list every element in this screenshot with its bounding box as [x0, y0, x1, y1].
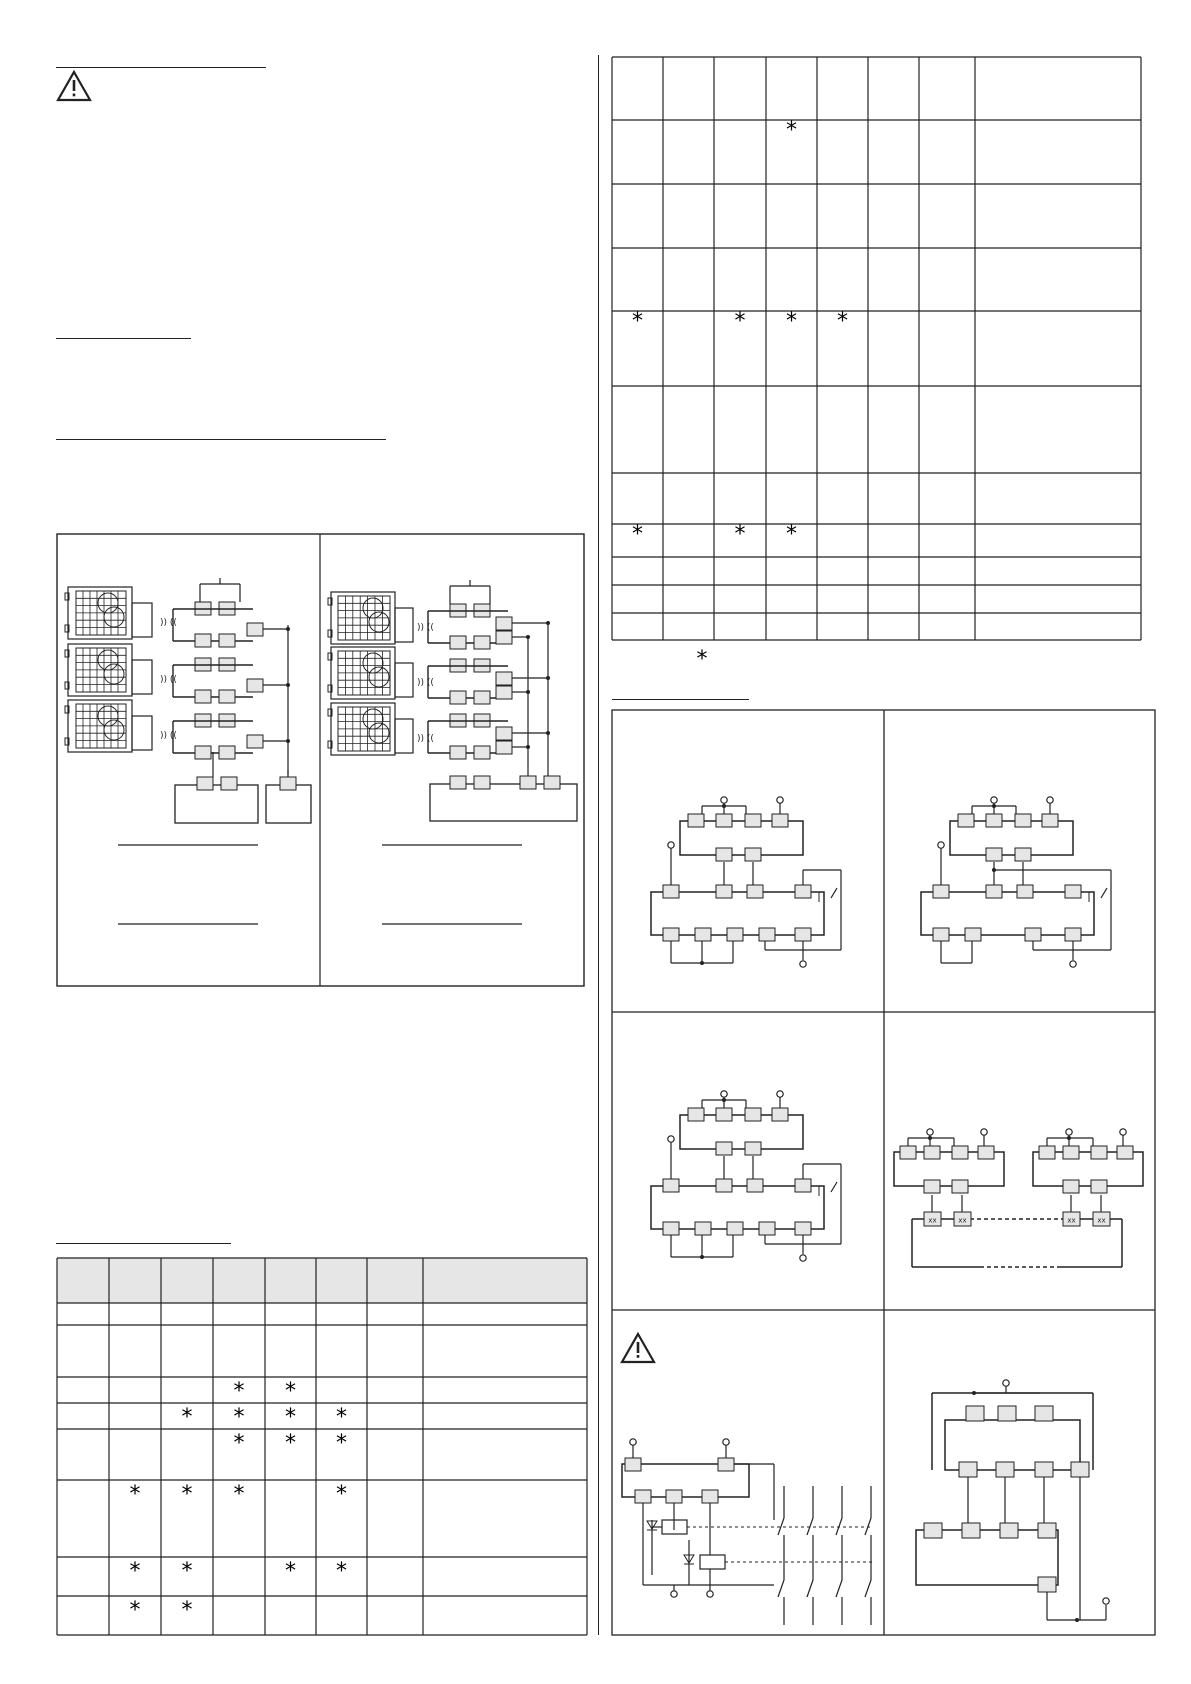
- terminal-box: [924, 1180, 940, 1193]
- star-mark: *: [285, 1431, 296, 1456]
- svg-text:)) ((: )) ((: [160, 675, 177, 685]
- star-mark: *: [285, 1559, 296, 1584]
- star-mark: *: [129, 1559, 141, 1584]
- terminal-box: [986, 848, 1002, 861]
- terminal-box: [998, 1406, 1016, 1421]
- star-mark: *: [285, 1405, 296, 1430]
- terminal-ring: [1120, 1129, 1126, 1135]
- star-mark: *: [734, 522, 746, 547]
- star-mark: *: [285, 1379, 296, 1404]
- terminal-box: [716, 1108, 732, 1121]
- star-mark: *: [181, 1598, 193, 1623]
- terminal-box: [727, 928, 743, 941]
- star-mark: *: [233, 1405, 245, 1430]
- terminal-box: [772, 1108, 788, 1121]
- terminal-box: [695, 928, 711, 941]
- star-mark: *: [233, 1431, 245, 1456]
- terminal-box: [1063, 1180, 1079, 1193]
- star-mark: *: [181, 1482, 193, 1507]
- terminal-box: [727, 1222, 743, 1235]
- terminal-box: [759, 928, 775, 941]
- terminal-box: [1035, 1406, 1053, 1421]
- terminal-box: [745, 1142, 761, 1155]
- xx-label: xx: [1067, 1216, 1076, 1225]
- terminal-box: [666, 1490, 682, 1503]
- terminal-box: [1117, 1146, 1133, 1159]
- legend-star: *: [696, 647, 708, 672]
- terminal-box: [716, 1142, 732, 1155]
- star-mark: *: [632, 522, 643, 547]
- terminal-box: [933, 928, 949, 941]
- terminal-box: [1042, 814, 1058, 827]
- terminal-ring: [1103, 1598, 1109, 1604]
- svg-text:)) ((: )) ((: [160, 731, 177, 741]
- xx-label: xx: [1097, 1216, 1106, 1225]
- star-mark: *: [336, 1431, 347, 1456]
- terminal-ring: [981, 1129, 987, 1135]
- xx-label: xx: [958, 1216, 967, 1225]
- terminal-box: [745, 814, 761, 827]
- terminal-ring: [800, 1255, 806, 1261]
- terminal-box: [695, 1222, 711, 1235]
- terminal-box: [924, 1523, 942, 1538]
- terminal-box: [625, 1458, 641, 1471]
- terminal-box: [959, 1462, 977, 1477]
- terminal-box: [1015, 848, 1031, 861]
- star-mark: *: [786, 522, 797, 547]
- wiring-diagram-a: [651, 797, 841, 967]
- wiring-diagram-a: [651, 1091, 841, 1261]
- wiring-diagram-cascade: [894, 1129, 1143, 1267]
- terminal-box: [958, 814, 974, 827]
- terminal-ring: [1047, 797, 1053, 803]
- terminal-box: [663, 885, 679, 898]
- terminal-box: [772, 814, 788, 827]
- terminal-ring: [723, 1439, 729, 1445]
- terminal-box: [1039, 1146, 1055, 1159]
- terminal-box: [716, 814, 732, 827]
- svg-text:)) ((: )) ((: [417, 734, 434, 744]
- star-mark: *: [786, 309, 797, 334]
- terminal-box: [663, 928, 679, 941]
- star-mark: *: [336, 1559, 347, 1584]
- terminal-ring: [1003, 1380, 1009, 1386]
- terminal-box: [1091, 1180, 1107, 1193]
- terminal-box: [1025, 928, 1041, 941]
- terminal-box: [966, 1406, 984, 1421]
- terminal-box: [759, 1222, 775, 1235]
- terminal-box: [688, 814, 704, 827]
- terminal-box: [663, 1179, 679, 1192]
- wiring-diagram-final: [916, 1380, 1109, 1622]
- star-mark: *: [233, 1379, 245, 1404]
- terminal-box: [688, 1108, 704, 1121]
- svg-text:)) ((: )) ((: [160, 618, 177, 628]
- star-mark: *: [734, 309, 746, 334]
- terminal-box: [1015, 814, 1031, 827]
- terminal-box: [716, 885, 732, 898]
- terminal-ring: [630, 1439, 636, 1445]
- svg-text:)) ((: )) ((: [417, 623, 434, 633]
- terminal-box: [1000, 1523, 1018, 1538]
- terminal-box: [924, 1146, 940, 1159]
- terminal-ring: [800, 961, 806, 967]
- terminal-box: [718, 1458, 734, 1471]
- terminal-box: [663, 1222, 679, 1235]
- terminal-box: [1071, 1462, 1089, 1477]
- terminal-ring: [991, 797, 997, 803]
- terminal-box: [965, 928, 981, 941]
- terminal-box: [962, 1523, 980, 1538]
- terminal-box: [795, 1222, 811, 1235]
- terminal-box: [1065, 885, 1081, 898]
- terminal-ring: [1070, 961, 1076, 967]
- terminal-box: [745, 848, 761, 861]
- terminal-box: [978, 1146, 994, 1159]
- terminal-ring: [721, 797, 727, 803]
- terminal-box: [795, 928, 811, 941]
- terminal-box: [952, 1180, 968, 1193]
- star-mark: *: [336, 1405, 347, 1430]
- terminal-box: [1038, 1523, 1056, 1538]
- terminal-box: [745, 1108, 761, 1121]
- terminal-ring: [668, 842, 674, 848]
- wiring-diagram-relay: [622, 1439, 872, 1625]
- terminal-ring: [671, 1591, 677, 1597]
- terminal-ring: [777, 1091, 783, 1097]
- warning-icon-wiring: [622, 1334, 654, 1362]
- star-mark: *: [181, 1405, 193, 1430]
- terminal-box: [933, 885, 949, 898]
- terminal-ring: [668, 1136, 674, 1142]
- star-mark: *: [181, 1559, 193, 1584]
- terminal-box: [1038, 1577, 1056, 1592]
- terminal-box: [716, 848, 732, 861]
- terminal-box: [1065, 928, 1081, 941]
- terminal-box: [952, 1146, 968, 1159]
- star-mark: *: [632, 309, 643, 334]
- terminal-box: [747, 885, 763, 898]
- terminal-box: [716, 1179, 732, 1192]
- terminal-box: [996, 1462, 1014, 1477]
- terminal-box: [635, 1490, 651, 1503]
- terminal-ring: [927, 1129, 933, 1135]
- terminal-ring: [777, 797, 783, 803]
- wiring-diagram-b: [921, 797, 1111, 967]
- xx-label: xx: [928, 1216, 937, 1225]
- terminal-ring: [1066, 1129, 1072, 1135]
- terminal-box: [702, 1490, 718, 1503]
- terminal-box: [1017, 885, 1033, 898]
- terminal-box: [795, 885, 811, 898]
- terminal-ring: [938, 842, 944, 848]
- star-mark: *: [837, 309, 848, 334]
- svg-text:)) ((: )) ((: [417, 678, 434, 688]
- terminal-box: [747, 1179, 763, 1192]
- terminal-box: [986, 885, 1002, 898]
- star-mark: *: [129, 1482, 141, 1507]
- terminal-box: [795, 1179, 811, 1192]
- star-mark: *: [129, 1598, 141, 1623]
- star-mark: *: [786, 118, 797, 143]
- star-mark: *: [233, 1482, 245, 1507]
- terminal-box: [900, 1146, 916, 1159]
- star-mark: *: [336, 1482, 347, 1507]
- terminal-ring: [707, 1591, 713, 1597]
- terminal-box: [986, 814, 1002, 827]
- terminal-box: [1063, 1146, 1079, 1159]
- terminal-box: [1091, 1146, 1107, 1159]
- terminal-ring: [721, 1091, 727, 1097]
- terminal-box: [1035, 1462, 1053, 1477]
